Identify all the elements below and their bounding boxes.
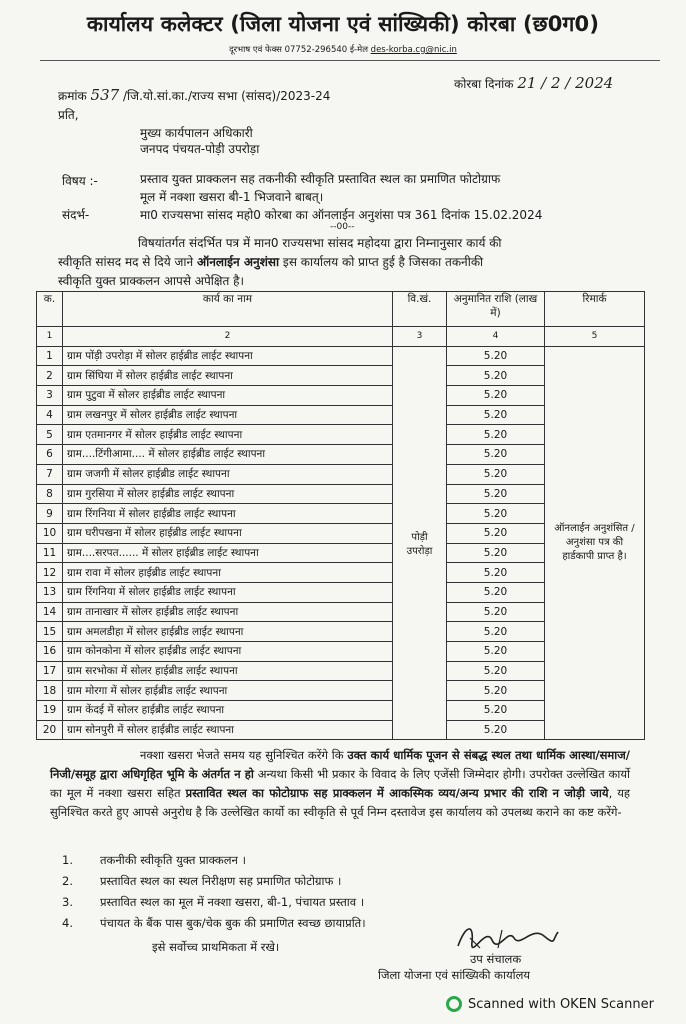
block-name: पोड़ी उपरोड़ा: [393, 346, 447, 740]
header-divider: [40, 60, 660, 61]
signatory-title: उप संचालक: [470, 952, 522, 966]
col-header-block: वि.खं.: [393, 292, 447, 327]
col-number: 5: [545, 327, 645, 347]
reference-number: [58, 86, 330, 104]
intro-line1: विषयांतर्गत संदर्भित पत्र में मान0 राज्यसभा सांसद महोदया द्वारा निम्नानुसार कार्य की: [138, 236, 502, 250]
estimated-amount: 5.20: [447, 366, 545, 386]
row-number: 17: [37, 661, 63, 681]
list-item: [62, 874, 366, 895]
estimated-amount: 5.20: [447, 523, 545, 543]
addressee-line1: मुख्य कार्यपालन अधिकारी: [140, 126, 253, 140]
para-part1: नक्शा खसरा भेजते समय यह सुनिश्चित करेंगे कि: [140, 748, 348, 762]
col-number: 1: [37, 327, 63, 347]
reference-label: संदर्भ-: [62, 208, 90, 222]
list-item-number: 3.: [62, 895, 73, 909]
col-number: 4: [447, 327, 545, 347]
divider-mark: --00--: [330, 222, 355, 232]
closing-line: इसे सर्वोच्च प्राथमिकता में रखे।: [152, 940, 280, 954]
addressee-line2: जनपद पंचयत-पोड़ी उपरोड़ा: [140, 142, 260, 156]
work-name: ग्राम सरभोका में सोलर हाईब्रीड लाईट स्थापना: [63, 661, 393, 681]
work-name: ग्राम लखनपुर में सोलर हाईब्रीड लाईट स्थापना: [63, 405, 393, 425]
kramank-label: क्रमांक: [58, 89, 87, 103]
estimated-amount: 5.20: [447, 642, 545, 662]
work-name: ग्राम जजगी में सोलर हाईब्रीड लाईट स्थापना: [63, 464, 393, 484]
work-name: ग्राम अमलडीहा में सोलर हाईब्रीड लाईट स्थापना: [63, 622, 393, 642]
reference-text: मा0 राज्यसभा सांसद महो0 कोरबा का ऑनलाईन अनुशंसा पत्र 361 दिनांक 15.02.2024: [140, 208, 543, 222]
scanner-watermark: [446, 996, 654, 1012]
estimated-amount: 5.20: [447, 681, 545, 701]
work-name: ग्राम रिंगनिया में सोलर हाईब्रीड लाईट स्थापना: [63, 504, 393, 524]
intro-online-anushansa: ऑनलाईन अनुशंसा: [196, 255, 280, 269]
instructions-paragraph: [50, 746, 630, 822]
prati-label: प्रति,: [58, 108, 79, 122]
para-part2: अन्यथा किसी भी प्रकार के विवाद के लिए एजेंसी जिम्मेदार होगी। उपरोक्त उल्लेखित कार्यो का मूल में नक्शा खसरा सहित: [50, 767, 630, 800]
row-number: 6: [37, 445, 63, 465]
row-number: 4: [37, 405, 63, 425]
col-number: 3: [393, 327, 447, 347]
list-item-number: 2.: [62, 874, 73, 888]
work-name: ग्राम मोरगा में सोलर हाईब्रीड लाईट स्थापना: [63, 681, 393, 701]
works-table: [36, 291, 645, 740]
row-number: 13: [37, 582, 63, 602]
row-number: 10: [37, 523, 63, 543]
col-number: 2: [63, 327, 393, 347]
subject-line2: मूल में नक्शा खसरा बी-1 भिजवाने बाबत्।: [140, 190, 324, 204]
work-name: ग्राम रावा में सोलर हाईब्रीड लाईट स्थापना: [63, 563, 393, 583]
intro-line2-c: इस कार्यालय को प्राप्त हुई है जिसका तकनीकी: [279, 255, 484, 269]
estimated-amount: 5.20: [447, 582, 545, 602]
signature-scribble: [452, 920, 562, 954]
work-name: ग्राम कोनकोना में सोलर हाईब्रीड लाईट स्थापना: [63, 642, 393, 662]
scanner-logo-icon: [446, 996, 462, 1012]
work-name: ग्राम सोनपुरी में सोलर हाईब्रीड लाईट स्थापना: [63, 720, 393, 740]
estimated-amount: 5.20: [447, 445, 545, 465]
estimated-amount: 5.20: [447, 543, 545, 563]
date-handwritten: 21 / 2 / 2024: [517, 74, 614, 92]
column-number-row: [37, 327, 645, 347]
letter-date: [454, 74, 613, 92]
list-item-text: प्रस्तावित स्थल का स्थल निरीक्षण सह प्रमाणित फोटोग्राफ ।: [100, 874, 342, 888]
row-number: 11: [37, 543, 63, 563]
col-header-sno: क.: [37, 292, 63, 327]
list-item-number: 4.: [62, 916, 73, 930]
intro-line3: स्वीकृति युक्त प्राक्कलन आपसे अपेक्षित है।: [58, 274, 245, 288]
estimated-amount: 5.20: [447, 563, 545, 583]
work-name: ग्राम रिंगनिया में सोलर हाईब्रीड लाईट स्थापना: [63, 582, 393, 602]
table-row: [37, 346, 645, 366]
list-item-number: 1.: [62, 853, 73, 867]
estimated-amount: 5.20: [447, 504, 545, 524]
row-number: 16: [37, 642, 63, 662]
estimated-amount: 5.20: [447, 425, 545, 445]
list-item-text: प्रस्तावित स्थल का मूल में नक्शा खसरा, बी-1, पंचायत प्रस्ताव ।: [100, 895, 365, 909]
row-number: 1: [37, 346, 63, 366]
estimated-amount: 5.20: [447, 661, 545, 681]
list-item-text: तकनीकी स्वीकृति युक्त प्राक्कलन ।: [100, 853, 246, 867]
row-number: 3: [37, 386, 63, 406]
work-name: ग्राम सिंघिया में सोलर हाईब्रीड लाईट स्थापना: [63, 366, 393, 386]
row-number: 7: [37, 464, 63, 484]
kramank-rest: /जि.यो.सां.का./राज्य सभा (सांसद)/2023-24: [123, 89, 331, 103]
work-name: ग्राम केंदई में सोलर हाईब्रीड लाईट स्थापना: [63, 701, 393, 721]
work-name: ग्राम....सरपत...... में सोलर हाईब्रीड लाईट स्थापना: [63, 543, 393, 563]
para-bold-religious-clause: उक्त कार्य धार्मिक पूजन से संबद्ध स्थल तथा धार्मिक आस्था/समाज/निजी/समूह द्वारा अधिगृहित भूमि के अंतर्गत न हो: [50, 748, 630, 781]
estimated-amount: 5.20: [447, 405, 545, 425]
list-item: [62, 853, 366, 874]
estimated-amount: 5.20: [447, 720, 545, 740]
list-item-text: पंचायत के बैंक पास बुक/चेक बुक की प्रमाणित स्वच्छ छायाप्रति।: [100, 916, 366, 930]
contact-line: [0, 44, 686, 55]
work-name: ग्राम गुरसिया में सोलर हाईब्रीड लाईट स्थापना: [63, 484, 393, 504]
scanner-watermark-text: Scanned with OKEN Scanner: [468, 996, 654, 1012]
para-part3: , यह सुनिश्चित करते हुए आपसे अनुरोध है कि उल्लेखित कार्यो का स्वीकृति से पूर्व निम्न दस्तावेज इस कार्यालय को उपलब्ध कराने का कष्ट करेंगे-: [50, 786, 630, 819]
subject-line1: प्रस्ताव युक्त प्राक्कलन सह तकनीकी स्वीकृति प्रस्तावित स्थल का प्रमाणित फोटोग्राफ: [140, 172, 501, 186]
contact-email: des-korba.cg@nic.in: [370, 45, 457, 55]
work-name: ग्राम पुटुवा में सोलर हाईब्रीड लाईट स्थापना: [63, 386, 393, 406]
date-label: कोरबा दिनांक: [454, 77, 514, 91]
intro-line2-a: स्वीकृति सांसद मद से दिये जाने: [58, 255, 197, 269]
row-number: 5: [37, 425, 63, 445]
work-name: ग्राम तानाखार में सोलर हाईब्रीड लाईट स्थापना: [63, 602, 393, 622]
estimated-amount: 5.20: [447, 464, 545, 484]
col-header-amount: अनुमानित राशि (लाख में): [447, 292, 545, 327]
required-documents-list: [62, 853, 366, 937]
col-header-work-name: कार्य का नाम: [63, 292, 393, 327]
signatory-office: जिला योजना एवं सांख्यिकी कार्यालय: [378, 968, 531, 982]
estimated-amount: 5.20: [447, 701, 545, 721]
estimated-amount: 5.20: [447, 622, 545, 642]
row-number: 18: [37, 681, 63, 701]
work-name: ग्राम घरीपखना में सोलर हाईब्रीड लाईट स्थापना: [63, 523, 393, 543]
work-name: ग्राम पोंड़ी उपरोड़ा में सोलर हाईब्रीड लाईट स्थापना: [63, 346, 393, 366]
row-number: 19: [37, 701, 63, 721]
row-number: 8: [37, 484, 63, 504]
row-number: 2: [37, 366, 63, 386]
estimated-amount: 5.20: [447, 346, 545, 366]
office-title: कार्यालय कलेक्टर (जिला योजना एवं सांख्यिकी) कोरबा (छ0ग0): [86, 12, 600, 36]
estimated-amount: 5.20: [447, 602, 545, 622]
row-number: 20: [37, 720, 63, 740]
kramank-handwritten-number: 537: [90, 86, 120, 104]
remark-text: ऑनलाईन अनुशंसित /अनुशंसा पत्र की हार्डकापी प्राप्त है।: [545, 346, 645, 740]
subject-label: विषय :-: [62, 174, 98, 188]
works-table-body: [37, 346, 645, 740]
list-item: [62, 916, 366, 937]
col-header-remark: रिमार्क: [545, 292, 645, 327]
contact-prefix: दूरभाष एवं फेक्स 07752-296540 ई-मेल: [229, 45, 368, 55]
work-name: ग्राम एतमानगर में सोलर हाईब्रीड लाईट स्थापना: [63, 425, 393, 445]
para-bold-contingency-clause: प्रस्तावित स्थल का फोटोग्राफ सह प्राक्कलन में आकस्मिक व्यय/अन्य प्रभार की राशि न जोड़ी जाये: [185, 786, 609, 800]
row-number: 9: [37, 504, 63, 524]
row-number: 15: [37, 622, 63, 642]
work-name: ग्राम....टिंगीआमा.... में सोलर हाईब्रीड लाईट स्थापना: [63, 445, 393, 465]
list-item: [62, 895, 366, 916]
table-header-row: [37, 292, 645, 327]
estimated-amount: 5.20: [447, 484, 545, 504]
estimated-amount: 5.20: [447, 386, 545, 406]
intro-line2: [58, 253, 483, 270]
row-number: 12: [37, 563, 63, 583]
row-number: 14: [37, 602, 63, 622]
